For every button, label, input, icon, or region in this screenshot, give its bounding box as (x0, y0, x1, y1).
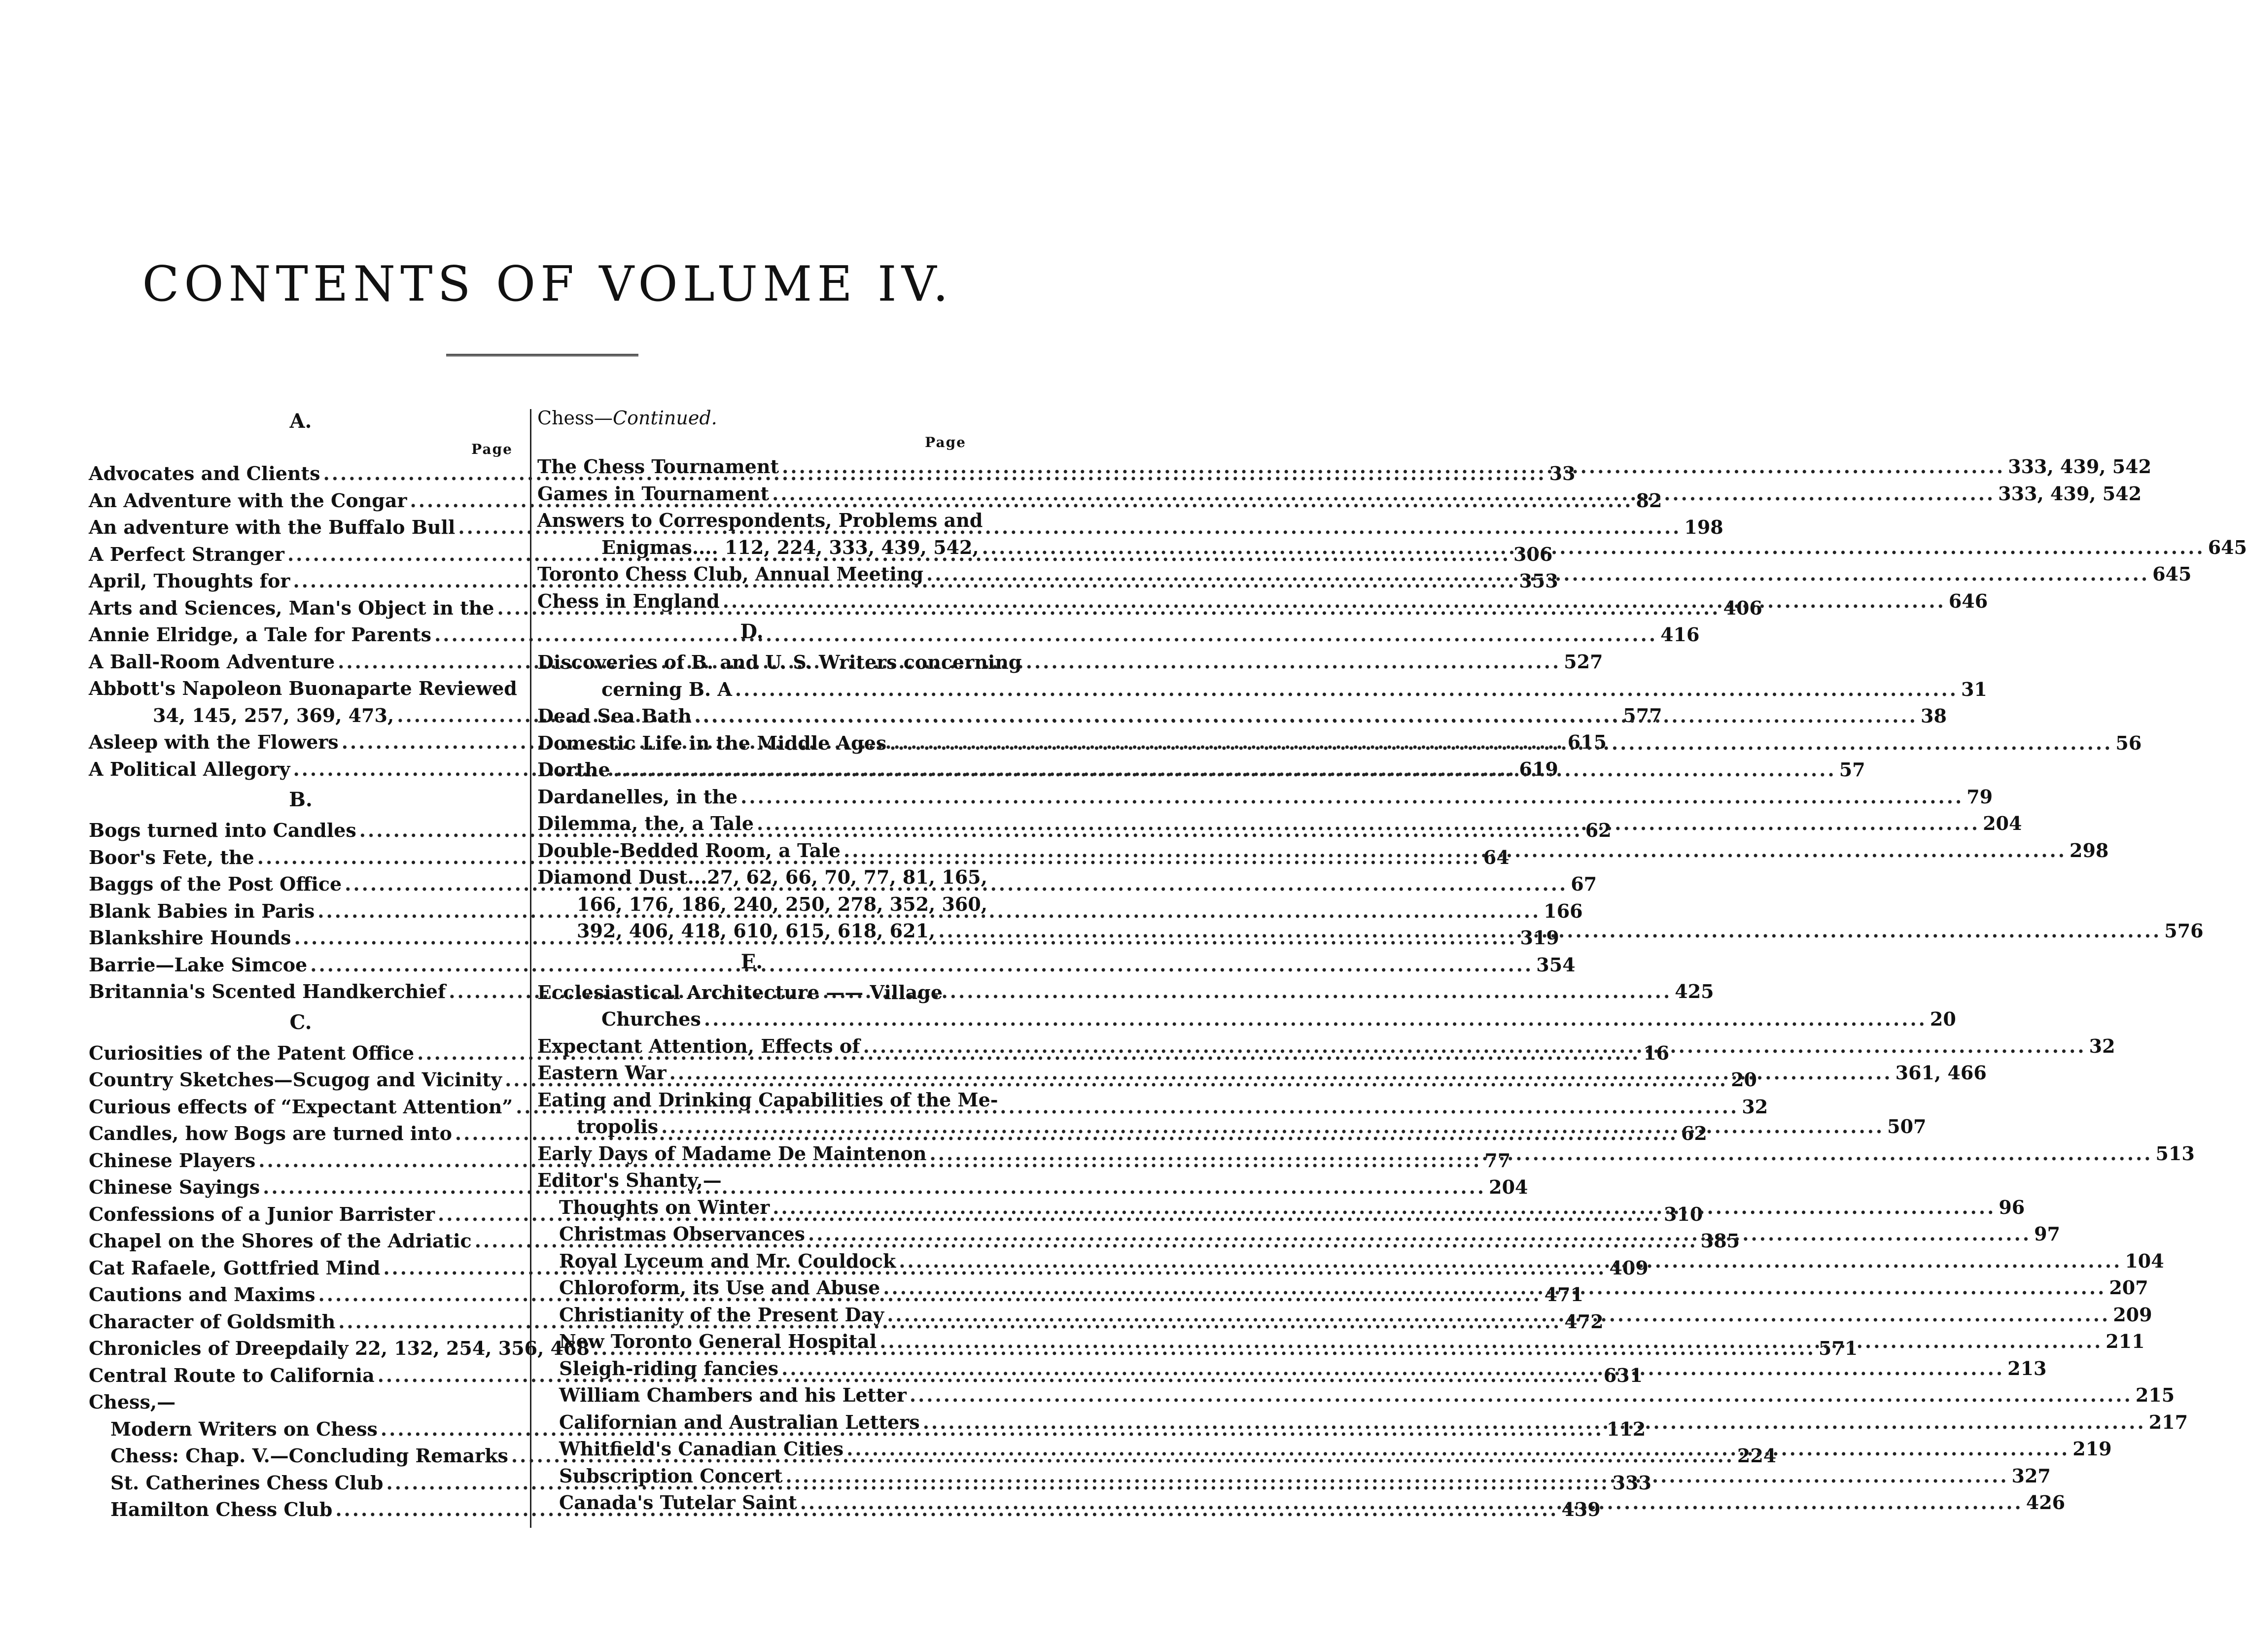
leader-dots (770, 1194, 1999, 1221)
entry-page: 32 (1742, 1095, 1768, 1118)
entry-title: Canada's Tutelar Saint (559, 1491, 797, 1514)
entry-page: 112 (1606, 1417, 1646, 1440)
entry-title: Sleigh-riding fancies (559, 1357, 779, 1379)
entry-page: 213 (2007, 1357, 2047, 1379)
leader-dots (778, 1355, 2007, 1382)
index-entry (89, 675, 517, 702)
entry-title: 392, 406, 418, 610, 615, 618, 621, (577, 920, 936, 942)
entry-title: Curiosities of the Patent Office (89, 1041, 415, 1064)
entry-page: 471 (1544, 1283, 1583, 1306)
entry-title: Dilemma, the, a Tale (537, 812, 754, 834)
entry-title: Barrie—Lake Simcoe (89, 953, 308, 976)
entry-page: 645 (2208, 536, 2247, 558)
leader-dots (783, 1463, 2012, 1490)
entry-title: Dead Sea Bath (537, 705, 692, 727)
entry-title: The Chess Tournament (537, 455, 779, 478)
entry-page: 426 (2026, 1491, 2066, 1514)
index-entry (537, 453, 2152, 481)
continued-label: Chess— (537, 407, 613, 429)
entry-title: New Toronto General Hospital (559, 1330, 877, 1352)
index-entry (537, 864, 987, 891)
leader-dots (754, 810, 1983, 837)
entry-page: 104 (2125, 1249, 2164, 1272)
entry-page: 64 (1483, 846, 1510, 868)
entry-title: Discoveries of B. and U. S. Writers concerning (537, 651, 1022, 673)
entry-page: 425 (1675, 980, 1714, 1002)
index-entry (537, 891, 988, 918)
leader-dots (886, 730, 2115, 757)
entry-page: 57 (1839, 758, 1865, 781)
index-entry (89, 621, 1700, 649)
index-entry (537, 1167, 966, 1194)
entry-title: Answers to Correspondents, Problems and (537, 509, 983, 531)
entry-page: 20 (1930, 1008, 1956, 1030)
entry-title: Central Route to California (89, 1364, 375, 1386)
entry-title: An adventure with the Buffalo Bull (89, 516, 456, 538)
entry-page: 97 (2034, 1223, 2060, 1245)
entry-page: 310 (1664, 1203, 1703, 1225)
leader-dots (610, 757, 1839, 784)
entry-page: 354 (1536, 953, 1576, 976)
entry-title: Churches (601, 1008, 701, 1030)
continued-italic: Continued. (613, 407, 717, 429)
entry-title: Character of Goldsmith (89, 1310, 336, 1333)
entry-title: Chloroform, its Use and Abuse (559, 1276, 880, 1299)
entry-title: Chapel on the Shores of the Adriatic (89, 1230, 472, 1252)
leader-dots (923, 561, 2152, 588)
index-entry (537, 1382, 2175, 1409)
leader-dots (737, 784, 1966, 811)
entry-page: 77 (1484, 1149, 1511, 1171)
entry-title: Ecclesiastical Architecture —— Village (537, 981, 943, 1003)
continued-heading (537, 404, 966, 432)
entry-title: Chronicles of Dreepdaily 22, 132, 254, 356, 468 (89, 1337, 590, 1359)
entry-page: 577 (1623, 704, 1662, 726)
leader-dots (877, 1328, 2106, 1355)
entry-title: tropolis (577, 1115, 659, 1137)
entry-page: 198 (1684, 516, 1723, 538)
entry-title: Abbott's Napoleon Buonaparte Reviewed (89, 677, 517, 699)
entry-page: 166 (1544, 899, 1583, 922)
leader-dots (880, 1274, 2109, 1302)
entry-page: 472 (1564, 1310, 1604, 1333)
entry-title: Boor's Fete, the (89, 846, 254, 868)
entry-title: An Adventure with the Congar (89, 489, 407, 512)
entry-title: Blankshire Hounds (89, 927, 291, 949)
entry-title: Early Days of Madame De Maintenon (537, 1142, 927, 1165)
entry-title: Expectant Attention, Effects of (537, 1034, 860, 1057)
leader-dots (920, 1409, 2149, 1436)
entry-page: 409 (1609, 1256, 1649, 1279)
entry-title: Thoughts on Winter (559, 1196, 770, 1218)
index-entry (537, 979, 966, 1006)
leader-dots (720, 588, 1949, 615)
entry-title: Whitfield's Canadian Cities (559, 1438, 844, 1460)
leader-dots (896, 1248, 2125, 1275)
entry-title: Christmas Observances (559, 1223, 806, 1245)
entry-title: Royal Lyceum and Mr. Couldock (559, 1249, 896, 1272)
entry-title: Asleep with the Flowers (89, 731, 339, 753)
entry-page: 507 (1887, 1115, 1927, 1137)
leader-dots (843, 1436, 2072, 1463)
leader-dots (841, 837, 2070, 864)
leader-dots (805, 1221, 2034, 1248)
entry-page: 513 (2155, 1142, 2195, 1165)
entry-title: St. Catherines Chess Club (110, 1471, 384, 1494)
entry-title: Dorthe (537, 758, 610, 781)
leader-dots (907, 1382, 2136, 1409)
entry-page: 224 (1737, 1445, 1777, 1467)
leader-dots (926, 1140, 2155, 1168)
entry-title: Dardanelles, in the (537, 785, 738, 808)
leader-dots (701, 1006, 1930, 1033)
entry-page: 38 (1921, 705, 1947, 727)
entry-page: 215 (2135, 1384, 2175, 1406)
entry-page: 576 (2164, 920, 2204, 942)
entry-title: A Political Allegory (89, 757, 290, 780)
leader-dots (860, 1033, 2089, 1060)
entry-page: 319 (1520, 927, 1559, 949)
leader-dots (769, 481, 1998, 508)
leader-dots (667, 1060, 1896, 1087)
entry-title: Chess: Chap. V.—Concluding Remarks (110, 1445, 508, 1467)
entry-title: Annie Elridge, a Tale for Parents (89, 623, 432, 646)
entry-page: 615 (1567, 731, 1607, 753)
entry-title: Blank Babies in Paris (89, 899, 315, 922)
section-letter: A. (289, 410, 312, 433)
entry-page: 67 (1571, 873, 1597, 895)
entry-title: Double-Bedded Room, a Tale (537, 839, 841, 861)
entry-title: Subscription Concert (559, 1464, 783, 1487)
entry-page: 82 (1636, 489, 1662, 512)
entry-page: 527 (1564, 650, 1603, 673)
entry-title: Curious effects of “Expectant Attention” (89, 1095, 513, 1118)
entry-title: Diamond Dust...27, 62, 66, 70, 77, 81, 165, (537, 866, 987, 888)
entry-title: Britannia's Scented Handkerchief (89, 980, 446, 1002)
entry-page: 79 (1966, 785, 1993, 808)
entry-page: 361, 466 (1895, 1062, 1987, 1084)
entry-page: 209 (2113, 1303, 2152, 1326)
section-letter: E. (740, 950, 763, 973)
entry-title: William Chambers and his Letter (559, 1384, 907, 1406)
entry-page: 619 (1519, 757, 1558, 780)
page-header: Page (925, 434, 966, 450)
index-entry (537, 507, 983, 534)
entry-title: Arts and Sciences, Man's Object in the (89, 596, 494, 619)
leader-dots (979, 534, 2208, 561)
index-entry (89, 952, 1576, 979)
entry-title: Christianity of the Present Day (559, 1303, 884, 1326)
leader-dots (779, 453, 2008, 481)
entry-title: Chinese Players (89, 1149, 256, 1171)
entry-page: 219 (2072, 1438, 2112, 1460)
index-entry (89, 1389, 513, 1416)
index-entry (537, 784, 1993, 811)
entry-page: 204 (1489, 1176, 1528, 1198)
entry-page: 353 (1519, 570, 1558, 592)
entry-title: Advocates and Clients (89, 462, 320, 484)
entry-page: 62 (1681, 1122, 1707, 1144)
entry-title: 166, 176, 186, 240, 250, 278, 352, 360, (577, 893, 988, 915)
entry-title: Chess,— (89, 1391, 176, 1413)
entry-page: 406 (1723, 596, 1762, 619)
entry-title: April, Thoughts for (89, 570, 290, 592)
page-title: CONTENTS OF VOLUME IV. (142, 256, 953, 312)
entry-title: Domestic Life in the Middle Ages (537, 731, 887, 754)
section-letter: C. (289, 1010, 312, 1034)
entry-title: Chess in England (537, 589, 720, 612)
entry-title: Modern Writers on Chess (110, 1417, 378, 1440)
entry-title: cerning B. A (601, 678, 732, 700)
entry-page: 56 (2115, 731, 2142, 754)
entry-title: Bogs turned into Candles (89, 819, 356, 841)
entry-title: Cautions and Maxims (89, 1283, 316, 1306)
entry-page: 211 (2106, 1330, 2145, 1352)
entry-title: Chinese Sayings (89, 1176, 260, 1198)
entry-page: 62 (1585, 819, 1612, 841)
index-entry (537, 1006, 1956, 1033)
entry-page: 416 (1660, 623, 1700, 646)
entry-page: 217 (2148, 1411, 2188, 1433)
entry-page: 298 (2070, 839, 2109, 861)
entry-page: 385 (1700, 1230, 1740, 1252)
entry-title: Candles, how Bogs are turned into (89, 1122, 452, 1144)
entry-page: 20 (1731, 1068, 1757, 1091)
entry-page: 33 (1549, 462, 1576, 484)
leader-dots (692, 703, 1921, 730)
entry-title: A Ball-Room Adventure (89, 650, 335, 673)
page-header: Page (471, 441, 513, 457)
entry-page: 327 (2011, 1464, 2051, 1487)
entry-page: 571 (1818, 1337, 1858, 1359)
entry-title: Californian and Australian Letters (559, 1411, 920, 1433)
leader-dots (732, 676, 1961, 703)
entry-page: 333, 439, 542 (2008, 455, 2152, 478)
leader-dots (935, 918, 2164, 945)
entry-page: 439 (1561, 1498, 1601, 1520)
entry-page: 31 (1961, 678, 1987, 700)
entry-title: Baggs of the Post Office (89, 873, 342, 895)
entry-title: Editor's Shanty,— (537, 1169, 722, 1191)
index-entry (537, 649, 1022, 676)
entry-page: 32 (2089, 1034, 2115, 1057)
entry-page: 645 (2152, 563, 2192, 585)
entry-title: A Perfect Stranger (89, 543, 284, 565)
title-rule (446, 354, 638, 356)
leader-dots (797, 1489, 2026, 1516)
entry-title: Eastern War (537, 1062, 667, 1084)
leader-dots (658, 1113, 1887, 1140)
entry-page: 646 (1948, 589, 1988, 612)
section-letter: D. (740, 620, 764, 643)
entry-page: 16 (1643, 1041, 1670, 1064)
leader-dots (884, 1302, 2113, 1329)
section-letter: B. (289, 788, 313, 811)
entry-title: Hamilton Chess Club (110, 1498, 333, 1520)
entry-page: 96 (1999, 1196, 2025, 1218)
entry-title: Toronto Chess Club, Annual Meeting (537, 563, 924, 585)
entry-page: 207 (2109, 1276, 2148, 1299)
entry-page: 204 (1983, 812, 2022, 834)
entry-title: Enigmas.... 112, 224, 333, 439, 542, (601, 536, 979, 558)
entry-title: 34, 145, 257, 369, 473, (153, 704, 394, 726)
entry-title: Eating and Drinking Capabilities of the Me- (537, 1088, 998, 1111)
entry-page: 306 (1513, 543, 1553, 565)
entry-title: Games in Tournament (537, 482, 770, 505)
entry-page: 631 (1603, 1364, 1643, 1386)
entry-title: Cat Rafaele, Gottfried Mind (89, 1256, 381, 1279)
index-entry (537, 1087, 998, 1114)
index-entry (537, 676, 1987, 703)
entry-page: 333 (1612, 1471, 1651, 1494)
entry-title: Country Sketches—Scugog and Vicinity (89, 1068, 502, 1091)
entry-page: 333, 439, 542 (1998, 482, 2142, 505)
entry-title: Confessions of a Junior Barrister (89, 1203, 435, 1225)
